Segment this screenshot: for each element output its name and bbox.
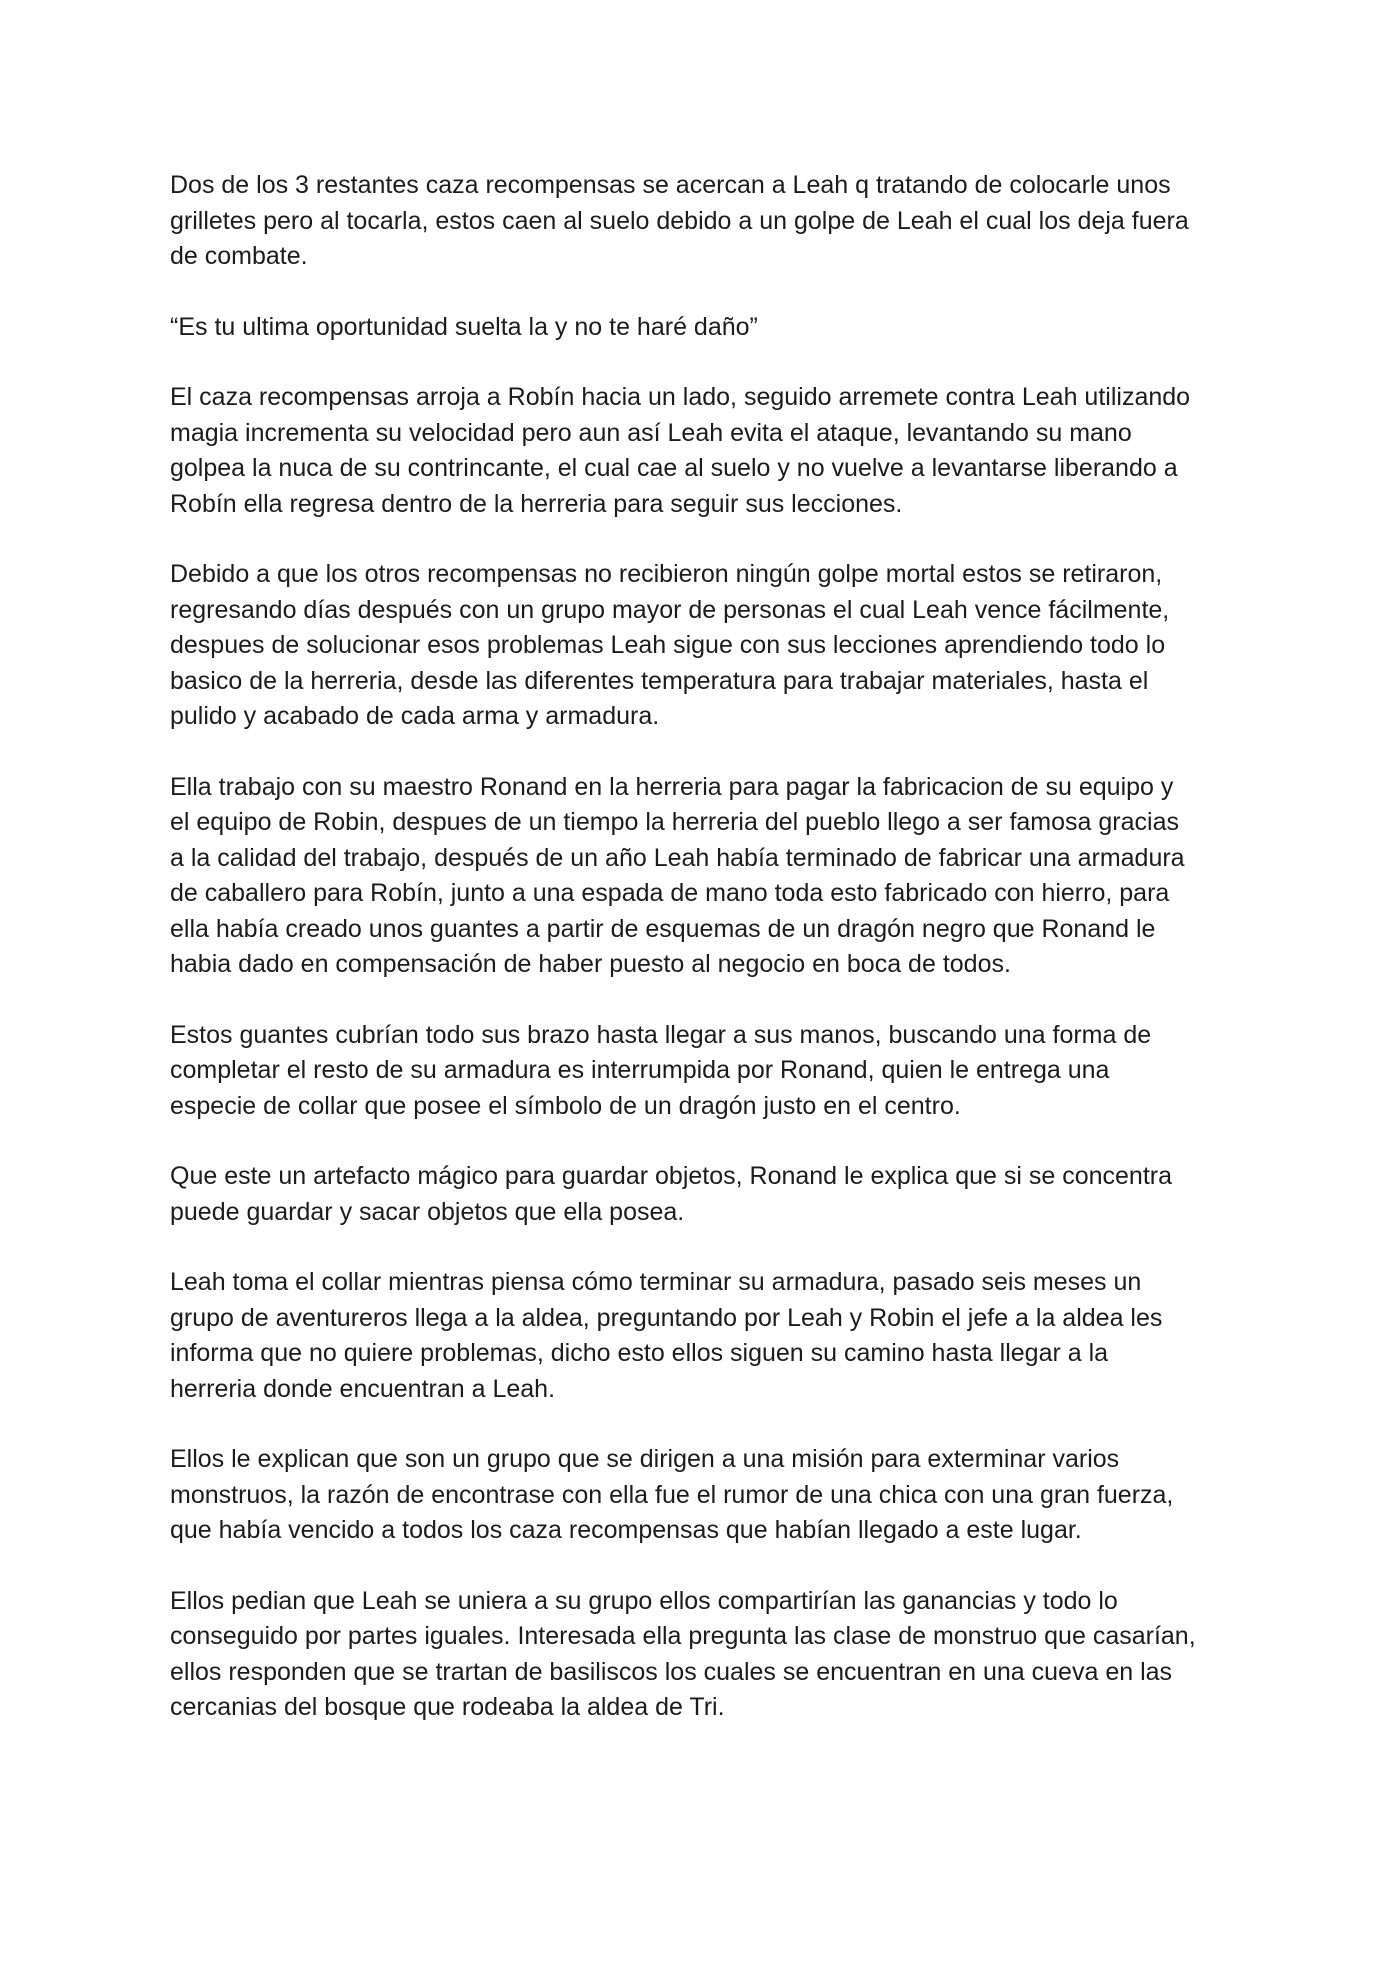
text-line: despues de solucionar esos problemas Leah sigue con sus lecciones aprendiendo todo lo (170, 631, 1166, 659)
paragraph-1 (170, 168, 1250, 275)
text-line: Robín ella regresa dentro de la herreria para seguir sus lecciones. (170, 489, 903, 518)
text-line: especie de collar que posee el símbolo de un dragón justo en el centro. (170, 1091, 961, 1120)
text-line: herreria donde encuentran a Leah. (170, 1374, 556, 1403)
text-line: habia dado en compensación de haber puesto al negocio en boca de todos. (170, 950, 1011, 978)
text-line: informa que no quiere problemas, dicho esto ellos siguen su camino hasta llegar a la (170, 1339, 1109, 1367)
paragraph-2 (170, 310, 1250, 346)
text-line: monstruos, la razón de encontrase con ella fue el rumor de una chica con una gran fuerza, (170, 1480, 1174, 1509)
text-line: Ella trabajo con su maestro Ronand en la herreria para pagar la fabricacion de su equipo y (170, 772, 1174, 801)
text-line: Que este un artefacto mágico para guardar objetos, Ronand le explica que si se concentra (170, 1162, 1173, 1190)
text-line: El caza recompensas arroja a Robín hacia un lado, seguido arremete contra Leah utilizando (170, 383, 1191, 411)
text-line: golpea la nuca de su contrincante, el cual cae al suelo y no vuelve a levantarse liberando a (170, 454, 1178, 482)
text-line: Dos de los 3 restantes caza recompensas se acercan a Leah q tratando de colocarle unos (170, 171, 1171, 199)
paragraph-10 (170, 1584, 1250, 1726)
text-line: conseguido por partes iguales. Interesada ella pregunta las clase de monstruo que casarían, (170, 1622, 1196, 1650)
paragraph-9 (170, 1442, 1250, 1549)
text-line: cercanias del bosque que rodeaba la aldea de Tri. (170, 1693, 725, 1721)
text-line: regresando días después con un grupo mayor de personas el cual Leah vence fácilmente, (170, 595, 1170, 624)
text-line: puede guardar y sacar objetos que ella posea. (170, 1197, 685, 1226)
document-body (170, 168, 1250, 1761)
text-line: de caballero para Robín, junto a una espada de mano toda esto fabricado con hierro, para (170, 879, 1170, 907)
text-line: Debido a que los otros recompensas no recibieron ningún golpe mortal estos se retiraron, (170, 560, 1163, 588)
text-line: magia incrementa su velocidad pero aun así Leah evita el ataque, levantando su mano (170, 418, 1132, 447)
text-line: que había vencido a todos los caza recompensas que habían llegado a este lugar. (170, 1516, 1082, 1544)
text-line: grupo de aventureros llega a la aldea, preguntando por Leah y Robin el jefe a la aldea les (170, 1303, 1163, 1332)
paragraph-4 (170, 557, 1250, 735)
text-line: Ellos pedian que Leah se uniera a su grupo ellos compartirían las ganancias y todo lo (170, 1586, 1118, 1615)
text-line: “Es tu ultima oportunidad suelta la y no te haré daño” (170, 312, 758, 341)
text-line: ella había creado unos guantes a partir de esquemas de un dragón negro que Ronand le (170, 914, 1156, 943)
text-line: el equipo de Robin, despues de un tiempo la herreria del pueblo llego a ser famosa gracias (170, 808, 1179, 836)
text-line: Leah toma el collar mientras piensa cómo terminar su armadura, pasado seis meses un (170, 1268, 1142, 1296)
paragraph-5 (170, 770, 1250, 983)
text-line: de combate. (170, 242, 308, 270)
text-line: completar el resto de su armadura es interrumpida por Ronand, quien le entrega una (170, 1056, 1110, 1084)
text-line: ellos responden que se trartan de basiliscos los cuales se encuentran en una cueva en las (170, 1657, 1173, 1686)
paragraph-6 (170, 1018, 1250, 1125)
paragraph-8 (170, 1265, 1250, 1407)
text-line: basico de la herreria, desde las diferentes temperatura para trabajar materiales, hasta el (170, 666, 1149, 695)
paragraph-7 (170, 1159, 1250, 1230)
paragraph-3 (170, 380, 1250, 522)
text-line: Ellos le explican que son un grupo que se dirigen a una misión para exterminar varios (170, 1445, 1120, 1473)
text-line: pulido y acabado de cada arma y armadura. (170, 702, 660, 730)
text-line: grilletes pero al tocarla, estos caen al suelo debido a un golpe de Leah el cual los deja fuera (170, 206, 1189, 235)
text-line: a la calidad del trabajo, después de un año Leah había terminado de fabricar una armadura (170, 843, 1185, 872)
text-line: Estos guantes cubrían todo sus brazo hasta llegar a sus manos, buscando una forma de (170, 1020, 1152, 1049)
